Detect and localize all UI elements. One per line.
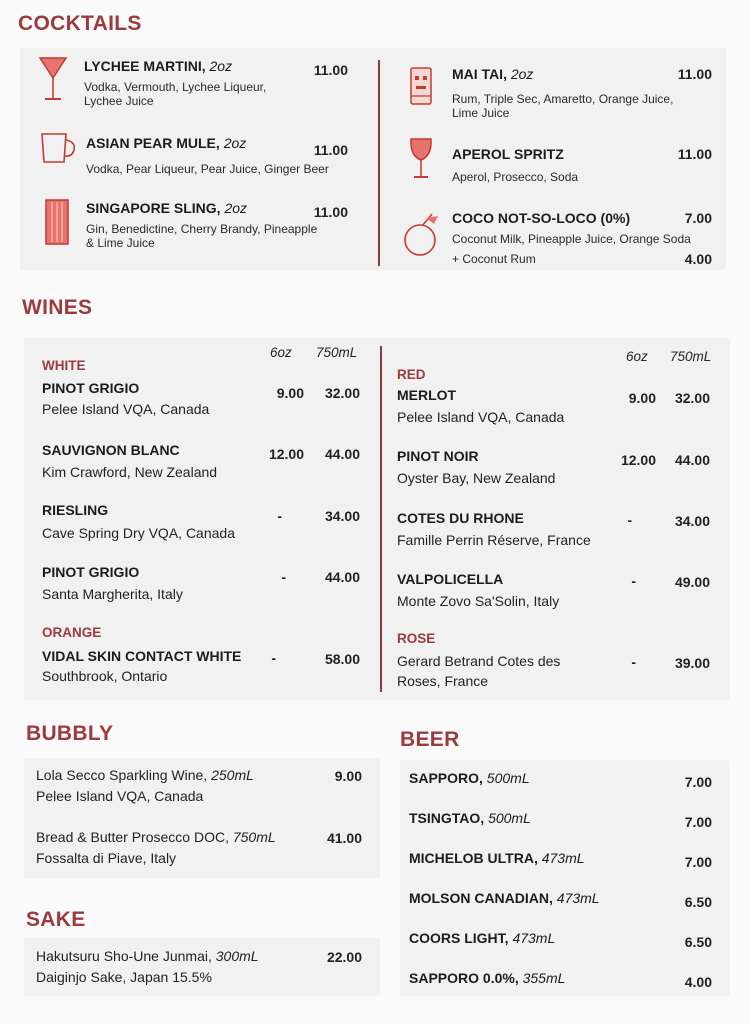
cocktails-divider <box>378 60 380 266</box>
beer-name: MOLSON CANADIAN, 473mL <box>409 890 600 906</box>
wine-origin: Roses, France <box>397 673 489 689</box>
wine-name: RIESLING <box>42 502 109 518</box>
cocktail-price: 11.00 <box>313 142 348 158</box>
cocktail-name: APEROL SPRITZ <box>452 146 564 162</box>
cocktail-desc: Gin, Benedictine, Cherry Brandy, Pineapple <box>86 222 318 236</box>
wine-category-orange: ORANGE <box>42 625 102 640</box>
martini-glass-icon <box>38 56 68 102</box>
wine-price-6oz: 9.00 <box>276 385 304 401</box>
wine-price-750ml: 44.00 <box>674 452 710 468</box>
bubbly-origin: Pelee Island VQA, Canada <box>36 788 204 804</box>
bubbly-price: 9.00 <box>334 768 362 784</box>
wines-divider <box>380 346 382 692</box>
wine-price-6oz: - <box>281 569 286 585</box>
highball-glass-icon <box>44 198 70 246</box>
sake-panel <box>24 938 380 996</box>
wine-origin: Southbrook, Ontario <box>42 668 168 684</box>
bubbly-title: BUBBLY <box>26 722 114 745</box>
cocktail-name: ASIAN PEAR MULE, 2oz <box>86 135 247 151</box>
beer-price: 6.50 <box>684 934 712 950</box>
beer-price: 7.00 <box>684 774 712 790</box>
wine-price-6oz: - <box>631 654 636 670</box>
col-header-750ml: 750mL <box>316 345 358 360</box>
beer-name: COORS LIGHT, 473mL <box>409 930 556 946</box>
mule-mug-icon <box>38 130 78 166</box>
wine-price-750ml: 39.00 <box>674 655 710 671</box>
cocktail-price: 11.00 <box>677 146 712 162</box>
beer-price: 7.00 <box>684 814 712 830</box>
cocktail-desc: Rum, Triple Sec, Amaretto, Orange Juice, <box>452 92 674 106</box>
col-header-6oz: 6oz <box>270 345 292 360</box>
wine-price-750ml: 49.00 <box>674 574 710 590</box>
cocktail-addon-price: 4.00 <box>684 251 712 267</box>
cocktail-price: 11.00 <box>677 66 712 82</box>
wine-price-6oz: 9.00 <box>628 390 656 406</box>
cocktail-desc: Vodka, Vermouth, Lychee Liqueur, <box>84 80 267 94</box>
wine-name: COTES DU RHONE <box>397 510 524 526</box>
bubbly-origin: Fossalta di Piave, Italy <box>36 850 177 866</box>
wine-price-750ml: 34.00 <box>674 513 710 529</box>
beer-price: 7.00 <box>684 854 712 870</box>
wine-price-750ml: 32.00 <box>324 385 360 401</box>
cocktail-name: COCO NOT-SO-LOCO (0%) <box>452 210 631 226</box>
wine-price-6oz: 12.00 <box>620 452 656 468</box>
cocktail-price: 11.00 <box>313 204 348 220</box>
col-header-6oz: 6oz <box>626 349 648 364</box>
col-header-750ml: 750mL <box>670 349 712 364</box>
wine-name: VIDAL SKIN CONTACT WHITE <box>42 648 242 664</box>
beer-name: MICHELOB ULTRA, 473mL <box>409 850 585 866</box>
cocktail-desc: & Lime Juice <box>86 236 155 250</box>
beer-name: SAPPORO 0.0%, 355mL <box>409 970 566 986</box>
wine-origin: Pelee Island VQA, Canada <box>42 401 210 417</box>
wine-origin: Famille Perrin Réserve, France <box>397 532 591 548</box>
cocktail-name: MAI TAI, 2oz <box>452 66 534 82</box>
wine-price-6oz: - <box>277 508 282 524</box>
beer-name: TSINGTAO, 500mL <box>409 810 531 826</box>
wine-price-750ml: 44.00 <box>324 569 360 585</box>
wine-name: PINOT NOIR <box>397 448 479 464</box>
wine-price-750ml: 58.00 <box>324 651 360 667</box>
wine-name: PINOT GRIGIO <box>42 380 140 396</box>
cocktails-title: COCKTAILS <box>18 12 142 35</box>
beer-name: SAPPORO, 500mL <box>409 770 530 786</box>
wine-name: VALPOLICELLA <box>397 571 504 587</box>
wine-category-white: WHITE <box>42 358 86 373</box>
wine-glass-icon <box>408 136 434 180</box>
sake-title: SAKE <box>26 908 86 931</box>
cocktail-desc: Lime Juice <box>452 106 510 120</box>
cocktail-desc: Aperol, Prosecco, Soda <box>452 170 579 184</box>
wine-category-rose: ROSE <box>397 631 436 646</box>
bubbly-name: Lola Secco Sparkling Wine, 250mL <box>36 767 254 783</box>
cocktail-price: 11.00 <box>313 62 348 78</box>
wine-price-6oz: 12.00 <box>268 446 304 462</box>
cocktail-name: SINGAPORE SLING, 2oz <box>86 200 248 216</box>
beer-price: 6.50 <box>684 894 712 910</box>
wine-origin: Oyster Bay, New Zealand <box>397 470 556 486</box>
wine-price-6oz: - <box>631 573 636 589</box>
wine-price-750ml: 32.00 <box>674 390 710 406</box>
cocktail-desc: Coconut Milk, Pineapple Juice, Orange Soda <box>452 232 691 246</box>
coconut-drink-icon <box>402 212 442 258</box>
cocktail-price: 7.00 <box>684 210 712 226</box>
wine-name: PINOT GRIGIO <box>42 564 140 580</box>
wine-origin: Pelee Island VQA, Canada <box>397 409 565 425</box>
wine-origin: Cave Spring Dry VQA, Canada <box>42 525 235 541</box>
wine-origin: Kim Crawford, New Zealand <box>42 464 218 480</box>
cocktail-desc: Vodka, Pear Liqueur, Pear Juice, Ginger Beer <box>86 162 329 176</box>
wine-name: MERLOT <box>397 387 457 403</box>
wines-title: WINES <box>22 296 93 319</box>
wine-origin: Gerard Betrand Cotes des <box>397 653 561 669</box>
sake-name: Hakutsuru Sho-Une Junmai, 300mL <box>36 948 259 964</box>
beer-title: BEER <box>400 728 460 751</box>
bubbly-name: Bread & Butter Prosecco DOC, 750mL <box>36 829 276 845</box>
wine-price-6oz: - <box>271 650 276 666</box>
bubbly-price: 41.00 <box>326 830 362 846</box>
wine-origin: Santa Margherita, Italy <box>42 586 183 602</box>
wine-origin: Monte Zovo Sa'Solin, Italy <box>397 593 560 609</box>
beer-price: 4.00 <box>684 974 712 990</box>
sake-price: 22.00 <box>326 949 362 965</box>
sake-origin: Daiginjo Sake, Japan 15.5% <box>36 969 212 985</box>
wine-price-6oz: - <box>627 512 632 528</box>
wine-price-750ml: 44.00 <box>324 446 360 462</box>
wine-price-750ml: 34.00 <box>324 508 360 524</box>
beer-panel <box>400 760 730 996</box>
cocktail-name: LYCHEE MARTINI, 2oz <box>84 58 233 74</box>
wine-name: SAUVIGNON BLANC <box>42 442 180 458</box>
tiki-glass-icon <box>408 66 434 106</box>
cocktail-desc: Lychee Juice <box>84 94 154 108</box>
cocktail-addon: + Coconut Rum <box>452 252 536 266</box>
wine-category-red: RED <box>397 367 426 382</box>
